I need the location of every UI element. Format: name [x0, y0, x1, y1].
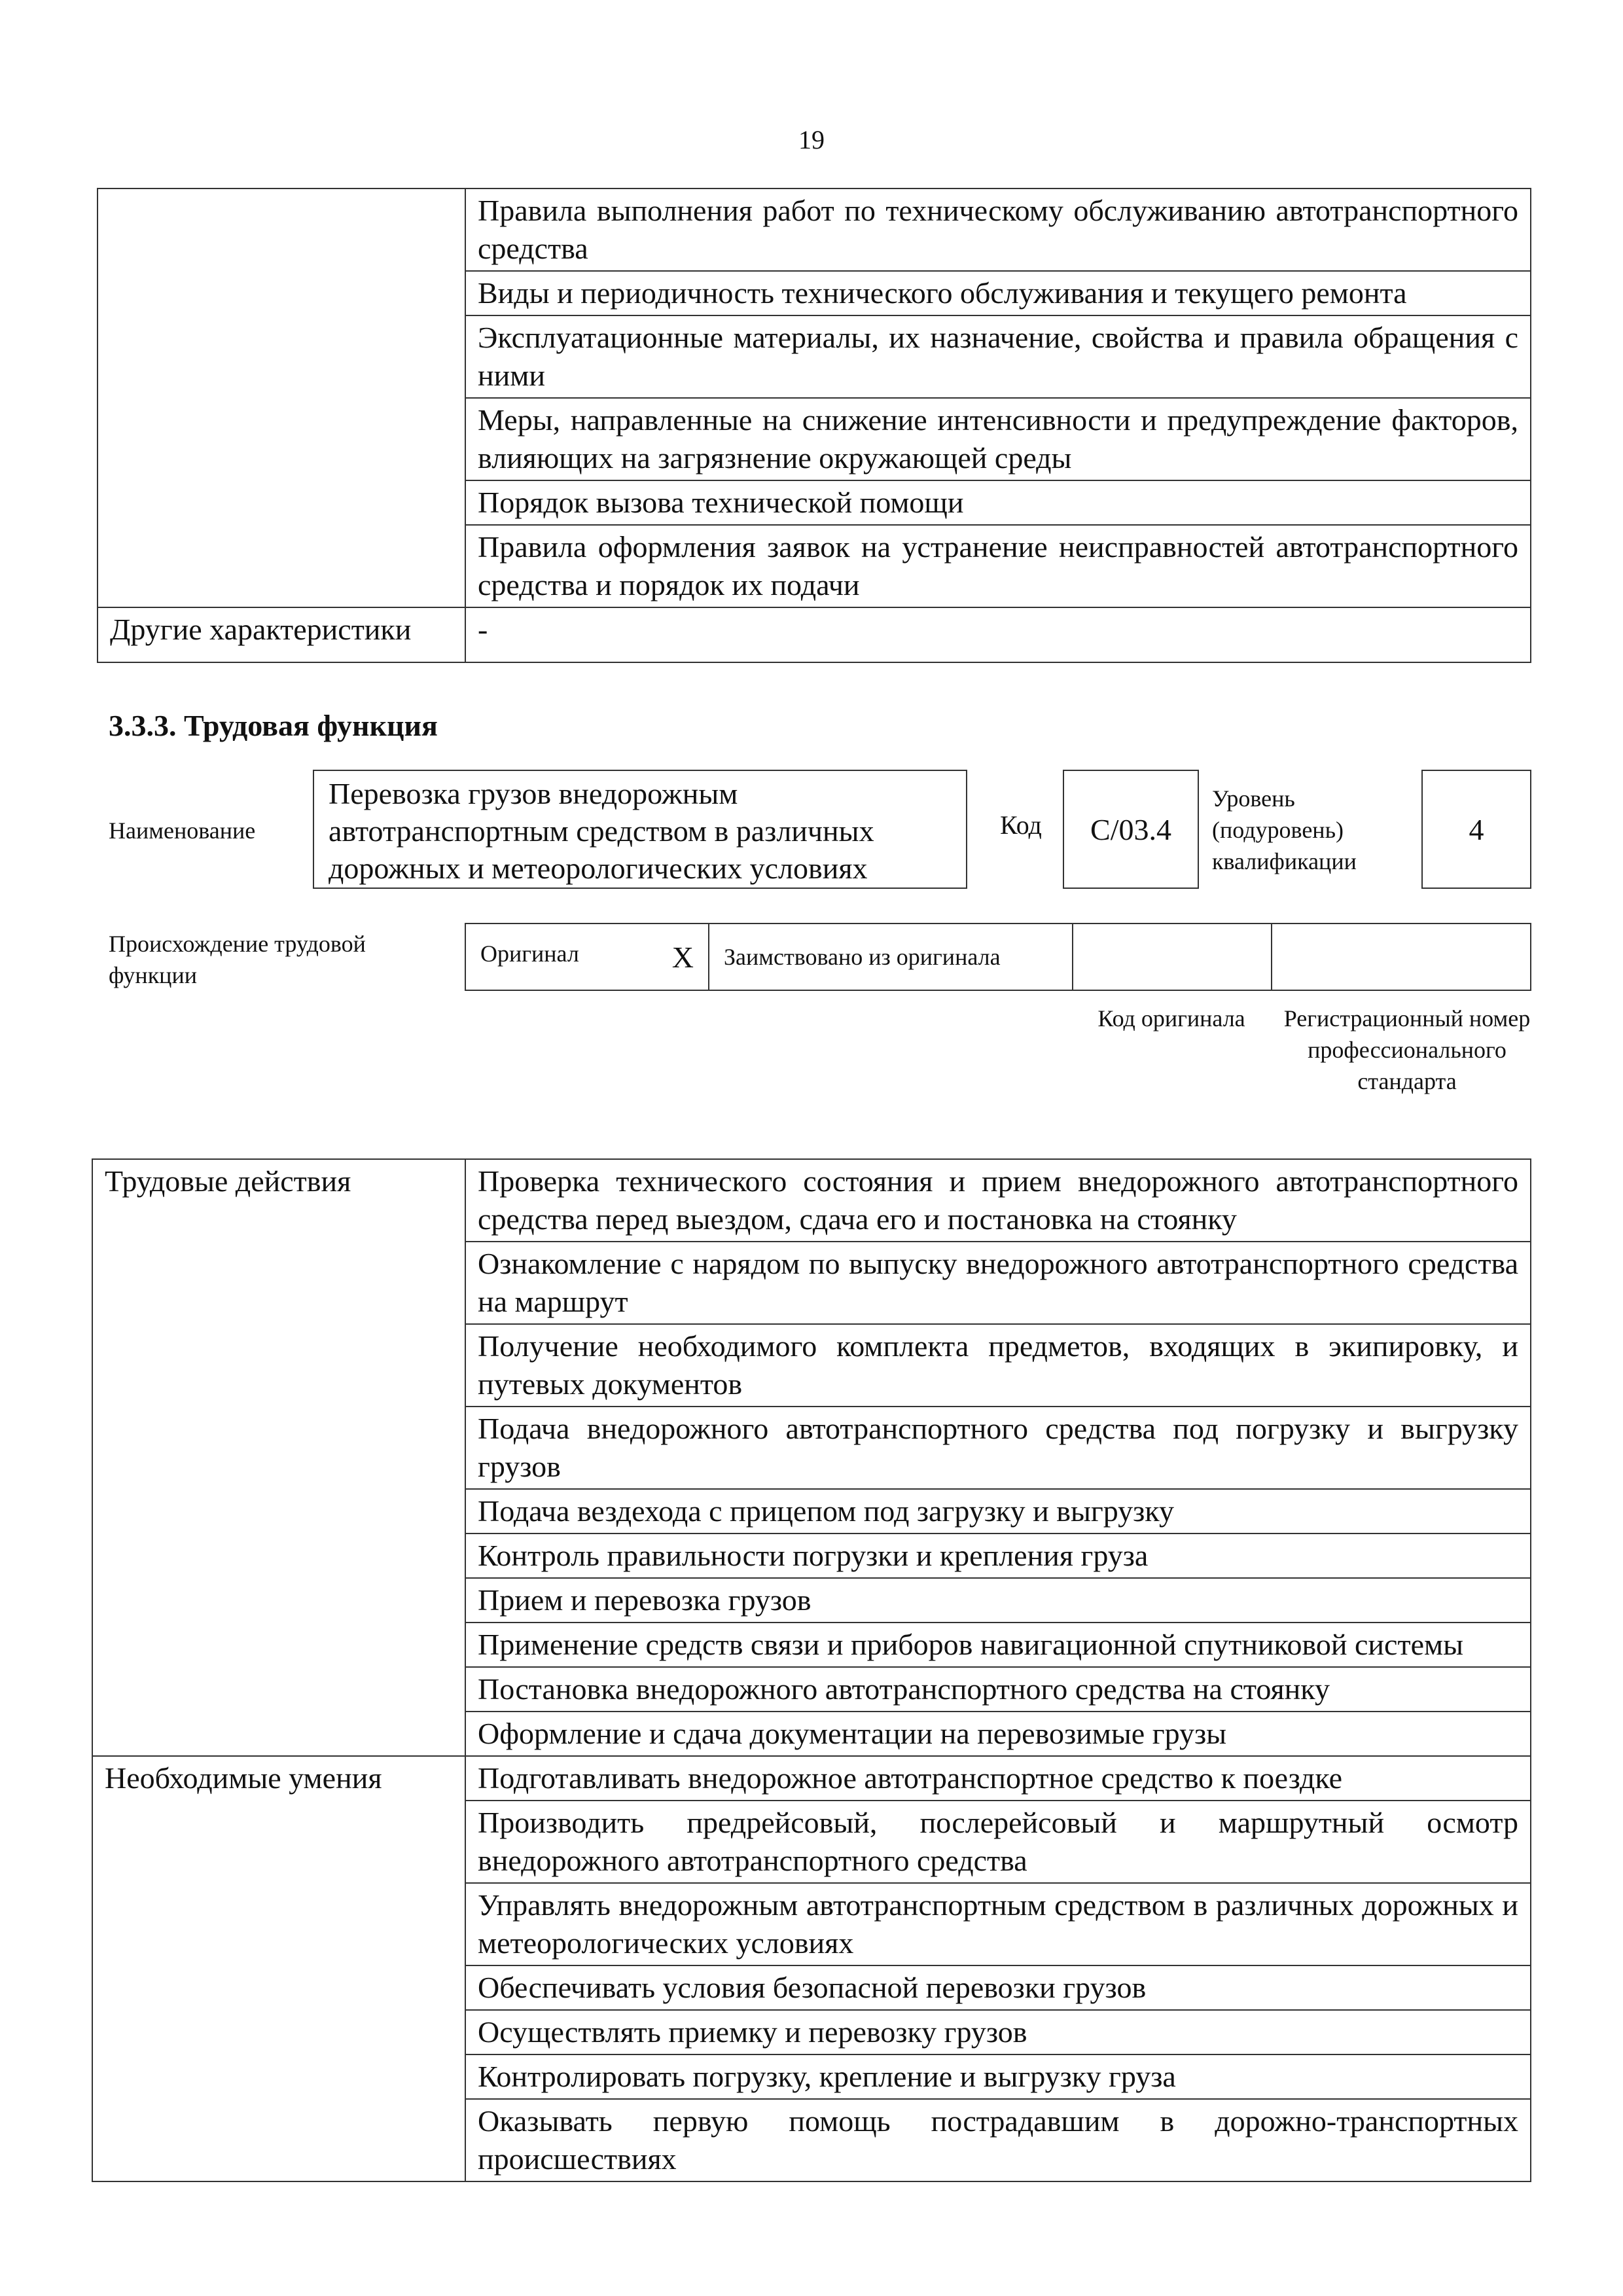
page-number: 19	[798, 125, 825, 154]
knowledge-table	[97, 188, 1531, 663]
origin-code-cell	[1073, 924, 1272, 990]
labor-action-item: Получение необходимого комплекта предметов, входящих в экипировку, и путевых документов	[465, 1324, 1531, 1407]
origin-original-cell	[465, 924, 709, 990]
table-row	[98, 188, 1531, 271]
function-name-box: Перевозка грузов внедорожным автотранспортным средством в различных дорожных и метеорологических условиях	[313, 770, 967, 889]
level-value-box: 4	[1421, 770, 1531, 889]
labor-action-item: Применение средств связи и приборов навигационной спутниковой системы	[465, 1623, 1531, 1667]
section-heading: 3.3.3. Трудовая функция	[109, 709, 438, 742]
skill-item: Производить предрейсовый, послерейсовый и маршрутный осмотр внедорожного автотранспортного средства	[465, 1801, 1531, 1883]
knowledge-item: Эксплуатационные материалы, их назначение, свойства и правила обращения с ними	[465, 315, 1531, 398]
other-characteristics-value: -	[465, 607, 1531, 662]
origin-table	[465, 923, 1531, 991]
labor-action-item: Контроль правильности погрузки и крепления груза	[465, 1534, 1531, 1578]
labor-action-item: Подача внедорожного автотранспортного средства под погрузку и выгрузку грузов	[465, 1407, 1531, 1489]
table-row	[98, 607, 1531, 662]
other-characteristics-label: Другие характеристики	[98, 607, 465, 662]
skill-item: Контролировать погрузку, крепление и выгрузку груза	[465, 2054, 1531, 2099]
caption-code-original: Код оригинала	[1097, 1005, 1245, 1031]
origin-x-mark: X	[671, 940, 694, 974]
required-skills-label: Необходимые умения	[92, 1756, 465, 2181]
labor-action-item: Постановка внедорожного автотранспортного средства на стоянку	[465, 1667, 1531, 1712]
labor-action-item: Прием и перевозка грузов	[465, 1578, 1531, 1623]
code-value-box: С/03.4	[1063, 770, 1199, 889]
origin-original-label: Оригинал	[480, 940, 579, 967]
table-row	[92, 1756, 1531, 1801]
labor-actions-label: Трудовые действия	[92, 1159, 465, 1756]
actions-table	[92, 1158, 1531, 2182]
skill-item: Осуществлять приемку и перевозку грузов	[465, 2010, 1531, 2054]
knowledge-item: Правила оформления заявок на устранение неисправностей автотранспортного средства и порядок их подачи	[465, 525, 1531, 607]
table-cell-empty	[98, 188, 465, 607]
knowledge-item: Виды и периодичность технического обслуживания и текущего ремонта	[465, 271, 1531, 315]
origin-borrowed-cell: Заимствовано из оригинала	[709, 924, 1073, 990]
caption-registration-number: Регистрационный номер профессионального стандарта	[1283, 1005, 1531, 1094]
knowledge-item: Меры, направленные на снижение интенсивности и предупреждение факторов, влияющих на загрязнение окружающей среды	[465, 398, 1531, 480]
labor-action-item: Ознакомление с нарядом по выпуску внедорожного автотранспортного средства на маршрут	[465, 1242, 1531, 1324]
code-label: Код	[1000, 810, 1042, 840]
skill-item: Управлять внедорожным автотранспортным средством в различных дорожных и метеорологических условиях	[465, 1883, 1531, 1965]
origin-reg-cell	[1272, 924, 1531, 990]
name-label: Наименование	[109, 817, 256, 844]
skill-item: Обеспечивать условия безопасной перевозки грузов	[465, 1965, 1531, 2010]
table-row	[92, 1159, 1531, 1242]
level-label: Уровень (подуровень) квалификации	[1212, 785, 1357, 874]
knowledge-item: Порядок вызова технической помощи	[465, 480, 1531, 525]
labor-action-item: Проверка технического состояния и прием внедорожного автотранспортного средства перед выездом, сдача его и постановка на стоянку	[465, 1159, 1531, 1242]
knowledge-item: Правила выполнения работ по техническому обслуживанию автотранспортного средства	[465, 188, 1531, 271]
origin-label: Происхождение трудовой функции	[109, 931, 366, 988]
skill-item: Оказывать первую помощь пострадавшим в дорожно-транспортных происшествиях	[465, 2099, 1531, 2181]
skill-item: Подготавливать внедорожное автотранспортное средство к поездке	[465, 1756, 1531, 1801]
labor-action-item: Оформление и сдача документации на перевозимые грузы	[465, 1712, 1531, 1756]
labor-action-item: Подача вездехода с прицепом под загрузку и выгрузку	[465, 1489, 1531, 1534]
